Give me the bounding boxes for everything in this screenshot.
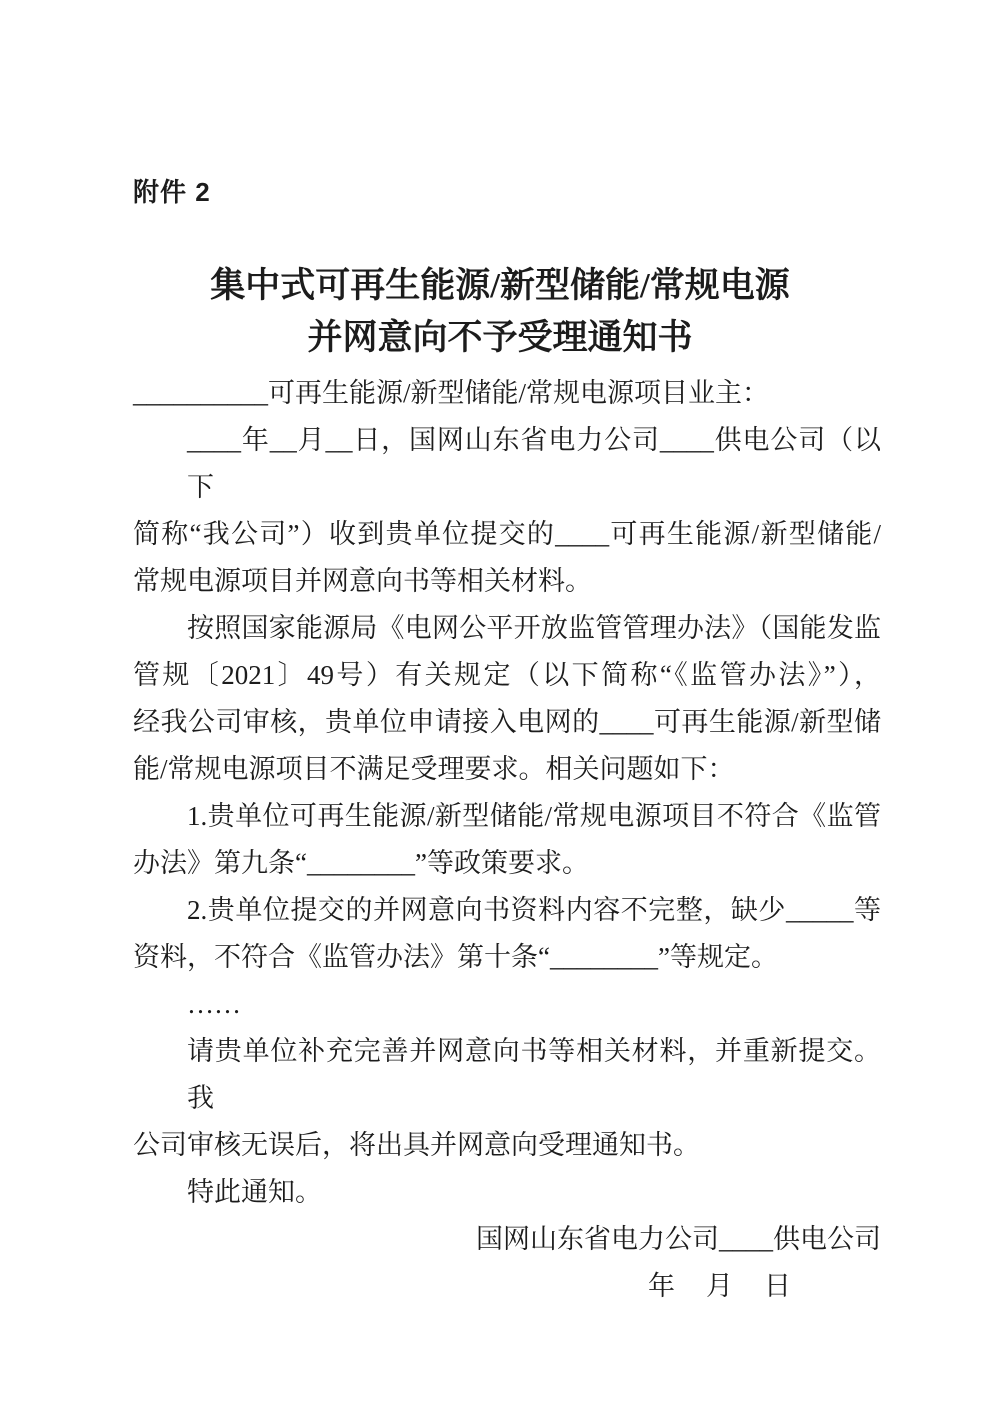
document-title-line2: 并网意向不予受理通知书	[307, 318, 693, 357]
body-line: 常规电源项目并网意向书等相关材料。	[133, 566, 592, 596]
body-line: 公司审核无误后，将出具并网意向受理通知书。	[133, 1130, 700, 1160]
body-line: 能/常规电源项目不满足受理要求。相关问题如下：	[133, 754, 735, 784]
body-line: 管规〔2021〕49号）有关规定（以下简称“《监管办法》”），	[133, 660, 881, 690]
body-line-item-2: 2.贵单位提交的并网意向书资料内容不完整，缺少_____等	[187, 895, 881, 925]
attachment-number-label: 附件 2	[133, 177, 211, 207]
signature-date-line: 年 月 日	[648, 1271, 793, 1301]
body-line: 经我公司审核，贵单位申请接入电网的____可再生能源/新型储	[133, 707, 881, 737]
ellipsis-line: ……	[187, 989, 241, 1019]
body-line-item-1: 1.贵单位可再生能源/新型储能/常规电源项目不符合《监管	[187, 801, 881, 831]
body-line: ____年__月__日，国网山东省电力公司____供电公司（以下	[187, 425, 881, 502]
body-line: 办法》第九条“________”等政策要求。	[133, 848, 589, 878]
document-body	[133, 370, 881, 1310]
salutation-line: __________可再生能源/新型储能/常规电源项目业主：	[133, 378, 770, 408]
body-line: 按照国家能源局《电网公平开放监管管理办法》（国能发监	[187, 613, 881, 643]
body-line: 资料，不符合《监管办法》第十条“________”等规定。	[133, 942, 778, 972]
signature-company-line: 国网山东省电力公司____供电公司	[476, 1224, 881, 1254]
body-line: 请贵单位补充完善并网意向书等相关材料，并重新提交。我	[187, 1036, 881, 1113]
document-title-line1: 集中式可再生能源/新型储能/常规电源	[210, 266, 790, 305]
document-title	[0, 260, 1000, 364]
notice-closing-line: 特此通知。	[187, 1177, 322, 1207]
body-line: 简称“我公司”）收到贵单位提交的____可再生能源/新型储能/	[133, 519, 881, 549]
